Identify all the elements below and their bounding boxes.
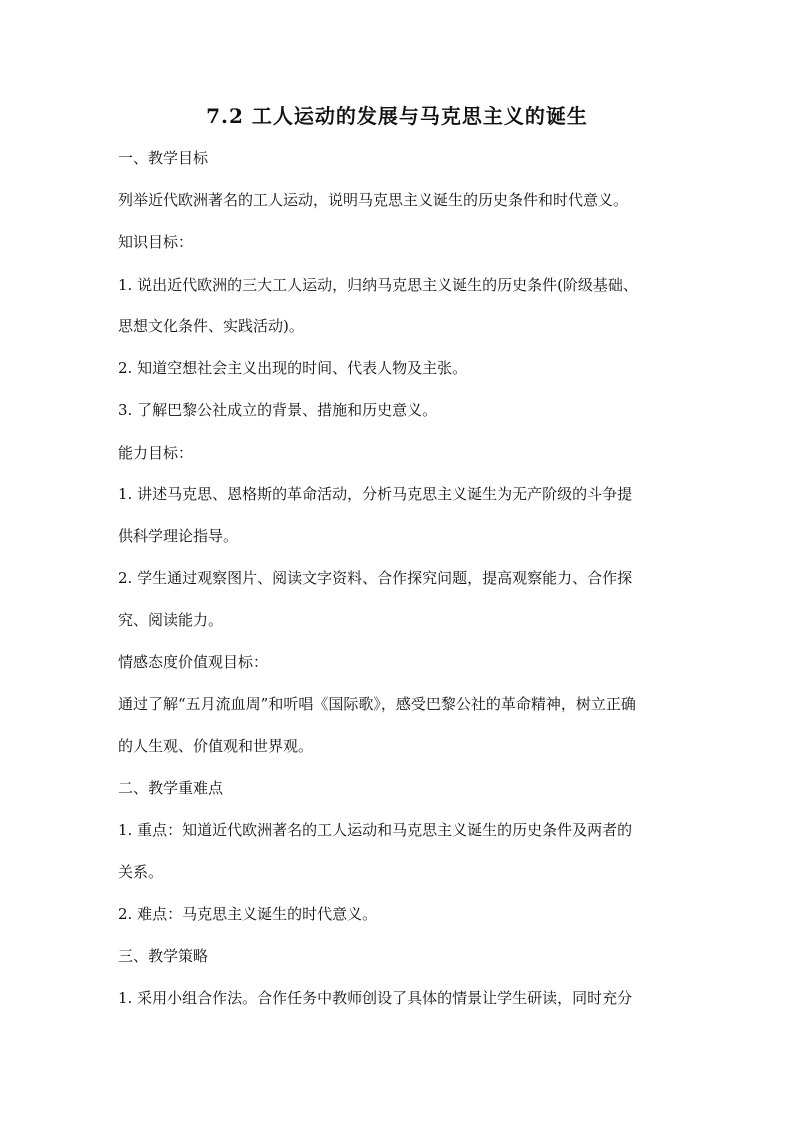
section-heading-key-points: 二、教学重难点 [118, 779, 224, 797]
paragraph-line: 1. 讲述马克思、恩格斯的革命活动，分析马克思主义诞生为无产阶级的斗争提 [118, 485, 633, 503]
section-heading-objectives: 一、教学目标 [118, 149, 209, 167]
subheading-knowledge-goals: 知识目标： [118, 233, 194, 251]
paragraph-line: 的人生观、价值观和世界观。 [118, 737, 314, 755]
paragraph-line: 2. 知道空想社会主义出现的时间、代表人物及主张。 [118, 359, 468, 377]
paragraph-line: 2. 学生通过观察图片、阅读文字资料、合作探究问题，提高观察能力、合作探 [118, 569, 633, 587]
paragraph-line: 2. 难点：马克思主义诞生的时代意义。 [118, 905, 378, 923]
subheading-attitude-goals: 情感态度价值观目标： [118, 653, 269, 671]
paragraph-line: 究、阅读能力。 [118, 611, 224, 629]
paragraph-line: 思想文化条件、实践活动)。 [118, 317, 304, 335]
paragraph-line: 列举近代欧洲著名的工人运动，说明马克思主义诞生的历史条件和时代意义。 [118, 191, 629, 209]
paragraph-line: 1. 说出近代欧洲的三大工人运动，归纳马克思主义诞生的历史条件(阶级基础、 [118, 276, 638, 294]
section-heading-strategy: 三、教学策略 [118, 947, 209, 965]
paragraph-line: 通过了解“五月流血周”和听唱《国际歌》，感受巴黎公社的革命精神，树立正确 [118, 695, 636, 713]
document-title: 7.2 工人运动的发展与马克思主义的诞生 [206, 104, 588, 128]
paragraph-line: 关系。 [118, 863, 164, 881]
subheading-ability-goals: 能力目标： [118, 444, 194, 462]
paragraph-line: 1. 采用小组合作法。合作任务中教师创设了具体的情景让学生研读，同时充分 [118, 989, 633, 1007]
paragraph-line: 3. 了解巴黎公社成立的背景、措施和历史意义。 [118, 401, 438, 419]
paragraph-line: 1. 重点：知道近代欧洲著名的工人运动和马克思主义诞生的历史条件及两者的 [118, 821, 633, 839]
paragraph-line: 供科学理论指导。 [118, 527, 239, 545]
